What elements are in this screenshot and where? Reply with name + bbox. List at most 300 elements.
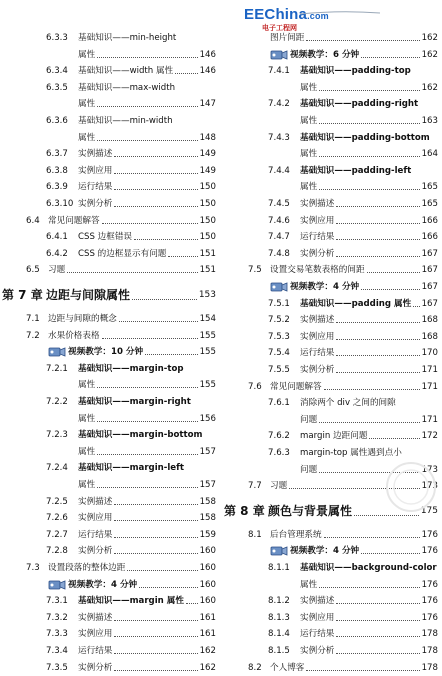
dot-leader xyxy=(336,239,420,240)
toc-number: 6.3.7 xyxy=(46,149,68,160)
toc-title: 运行结果 xyxy=(300,629,335,640)
toc-page-number: 176 xyxy=(421,579,438,590)
dot-leader xyxy=(114,173,198,174)
toc-page-number: 157 xyxy=(199,446,216,457)
toc-number: 第 7 章 xyxy=(2,288,43,302)
toc-title: 属性 xyxy=(78,413,96,424)
toc-entry-continuation xyxy=(0,444,216,460)
toc-entry xyxy=(222,643,438,659)
toc-title: 实例描述 xyxy=(300,596,335,607)
toc-page-number: 161 xyxy=(199,612,216,623)
toc-page-number: 171 xyxy=(421,414,438,425)
toc-title: 基础知识——width 属性 xyxy=(78,66,174,77)
toc-title: 实例应用 xyxy=(78,629,113,640)
toc-title: 视频教学：4 分钟 xyxy=(290,546,360,557)
toc-title: CSS 的边框显示有问题 xyxy=(78,248,167,259)
toc-entry xyxy=(0,460,216,476)
toc-entry xyxy=(222,229,438,245)
toc-title: 属性 xyxy=(78,132,96,143)
dot-leader xyxy=(97,57,198,58)
toc-entry xyxy=(0,196,216,212)
toc-page-number: 161 xyxy=(199,629,216,640)
dot-leader xyxy=(186,603,198,604)
toc-number: 7.3.3 xyxy=(46,629,68,640)
dot-leader xyxy=(336,223,420,224)
toc-title: 视频教学：4 分钟 xyxy=(290,282,360,292)
toc-page-number: 158 xyxy=(199,513,216,524)
toc-page-number: 165 xyxy=(421,199,438,209)
toc-number: 6.3.5 xyxy=(46,82,68,93)
dot-leader xyxy=(336,636,420,637)
dot-leader xyxy=(119,321,198,322)
dot-leader xyxy=(336,355,420,356)
toc-page-number: 166 xyxy=(421,232,438,243)
toc-title: 基础知识——margin-bottom xyxy=(78,430,203,441)
dot-leader xyxy=(336,322,420,323)
toc-title: 运行结果 xyxy=(78,182,113,193)
dot-leader xyxy=(97,140,198,141)
toc-section xyxy=(0,328,216,344)
toc-page-number: 155 xyxy=(199,380,216,391)
video-camera-icon xyxy=(270,49,288,61)
toc-title: 视频教学：10 分钟 xyxy=(68,347,144,358)
toc-number: 7.6.1 xyxy=(268,398,290,409)
dot-leader xyxy=(139,587,198,588)
toc-entry xyxy=(0,163,216,179)
toc-title: 实例分析 xyxy=(78,662,113,673)
toc-entry xyxy=(222,312,438,328)
video-camera-icon xyxy=(270,545,288,557)
toc-number: 8.1.1 xyxy=(268,563,290,573)
dot-leader xyxy=(114,620,198,621)
dot-leader xyxy=(97,106,198,107)
toc-entry-continuation xyxy=(0,377,216,393)
toc-number: 7.3.5 xyxy=(46,662,68,673)
toc-page-number: 167 xyxy=(421,282,438,292)
dot-leader xyxy=(361,553,420,554)
toc-entry xyxy=(222,130,438,146)
toc-title: 实例应用 xyxy=(78,165,113,176)
toc-number: 6.3.8 xyxy=(46,165,68,176)
toc-title: 基础知识——margin-top xyxy=(78,363,184,374)
toc-entry xyxy=(222,428,438,444)
toc-number: 第 8 章 xyxy=(224,503,265,518)
toc-title: 实例应用 xyxy=(300,331,335,342)
toc-title: 设置段落的整体边距 xyxy=(48,563,126,573)
dot-leader xyxy=(97,454,198,455)
toc-chapter xyxy=(2,285,216,305)
toc-title: 视频教学：4 分钟 xyxy=(68,579,138,590)
toc-page-number: 168 xyxy=(421,315,438,326)
dot-leader xyxy=(114,653,198,654)
toc-page-number: 162 xyxy=(421,82,438,93)
toc-number: 7.2.4 xyxy=(46,463,68,474)
toc-number: 7.6 xyxy=(248,381,262,392)
toc-entry-continuation xyxy=(222,146,438,162)
watermark-seal-icon xyxy=(384,460,438,514)
toc-page-number: 178 xyxy=(421,646,438,656)
toc-section xyxy=(0,213,216,229)
toc-number: 7.4.1 xyxy=(268,66,290,77)
toc-title: 常见问题解答 xyxy=(270,381,322,392)
toc-number: 7.2.2 xyxy=(46,397,68,407)
video-camera-icon xyxy=(48,346,66,358)
toc-title: 基础知识——margin-left xyxy=(78,463,184,474)
toc-section xyxy=(0,311,216,327)
dot-leader xyxy=(336,256,420,257)
toc-title: 基础知识——margin 属性 xyxy=(78,596,184,607)
dot-leader xyxy=(114,189,198,190)
dot-leader xyxy=(114,537,198,538)
toc-page-number: 176 xyxy=(421,596,438,607)
toc-title: 问题 xyxy=(300,414,318,425)
toc-section xyxy=(0,560,216,576)
toc-title: 基础知识——padding-left xyxy=(300,165,412,176)
toc-entry xyxy=(0,246,216,262)
dot-leader xyxy=(336,206,420,207)
toc-page-number: 147 xyxy=(199,99,216,110)
dot-leader xyxy=(97,487,198,488)
dot-leader xyxy=(367,272,420,273)
toc-number: 7.4.2 xyxy=(268,99,290,110)
toc-page-number: 162 xyxy=(421,49,438,60)
dot-leader xyxy=(97,387,198,388)
dot-leader xyxy=(336,339,420,340)
toc-video-entry xyxy=(0,577,216,593)
toc-number: 7.5.4 xyxy=(268,348,290,359)
toc-page-number: 150 xyxy=(199,199,216,209)
toc-title: 边距与间隙的概念 xyxy=(48,314,117,324)
dot-leader xyxy=(336,372,420,373)
toc-title: 视频教学：6 分钟 xyxy=(290,49,360,60)
toc-entry xyxy=(222,445,438,461)
dot-leader xyxy=(336,620,420,621)
toc-page-number: 157 xyxy=(199,480,216,490)
toc-number: 7.4.6 xyxy=(268,215,290,226)
toc-title: 实例分析 xyxy=(300,248,335,259)
toc-page-number: 164 xyxy=(421,149,438,160)
toc-video-entry xyxy=(222,47,438,63)
toc-entry xyxy=(0,63,216,79)
toc-page-number: 158 xyxy=(199,496,216,507)
toc-title: 基础知识——padding 属性 xyxy=(300,298,412,309)
dot-leader xyxy=(319,123,420,124)
toc-page-number: 159 xyxy=(199,529,216,540)
toc-title: 实例分析 xyxy=(300,646,335,656)
dot-leader xyxy=(102,223,198,224)
toc-number: 7.2.7 xyxy=(46,529,68,540)
toc-number: 6.4.1 xyxy=(46,232,68,243)
toc-number: 8.2 xyxy=(248,662,262,673)
toc-number: 7.2.6 xyxy=(46,513,68,524)
toc-entry xyxy=(222,329,438,345)
toc-title: 消除两个 div 之间的间隙 xyxy=(300,398,396,409)
toc-entry xyxy=(0,610,216,626)
toc-page-number: 167 xyxy=(421,298,438,309)
toc-entry xyxy=(0,80,216,96)
toc-entry xyxy=(0,394,216,410)
toc-number: 6.3.6 xyxy=(46,116,68,126)
dot-leader xyxy=(114,670,198,671)
dot-leader xyxy=(336,603,420,604)
dot-leader xyxy=(114,206,198,207)
toc-page-number: 162 xyxy=(421,33,438,43)
toc-page-number: 155 xyxy=(199,347,216,358)
dot-leader xyxy=(97,421,198,422)
toc-page-number: 173 xyxy=(421,464,438,475)
dot-leader xyxy=(145,354,198,355)
toc-number: 7.3 xyxy=(26,563,40,573)
dot-leader xyxy=(67,272,198,273)
dot-leader xyxy=(319,422,420,423)
toc-page-number: 176 xyxy=(421,612,438,623)
toc-entry xyxy=(0,179,216,195)
toc-page-number: 151 xyxy=(199,265,216,276)
toc-title: 属性 xyxy=(78,480,96,490)
dot-leader xyxy=(114,636,198,637)
toc-entry xyxy=(0,543,216,559)
toc-title: 常见问题解答 xyxy=(48,215,100,226)
toc-number: 7.5.1 xyxy=(268,298,290,309)
logo-swoosh-icon xyxy=(300,10,380,16)
dot-leader xyxy=(114,520,198,521)
toc-page-number: 175 xyxy=(420,505,438,516)
toc-title: 设置交易笔数表格的间距 xyxy=(270,265,365,276)
logo-main-text: EEChina xyxy=(244,6,308,23)
toc-number: 7.2.1 xyxy=(46,363,68,374)
toc-entry xyxy=(0,643,216,659)
toc-page-number: 166 xyxy=(421,215,438,226)
toc-title: 水果价格表格 xyxy=(48,330,100,341)
toc-page-number: 149 xyxy=(199,149,216,160)
dot-leader xyxy=(306,40,420,41)
dot-leader xyxy=(102,338,198,339)
toc-title: 属性 xyxy=(300,82,318,93)
toc-title: CSS 边框错误 xyxy=(78,232,133,243)
toc-number: 8.1.4 xyxy=(268,629,290,640)
toc-number: 7.4.5 xyxy=(268,199,290,209)
toc-entry xyxy=(0,660,216,676)
toc-entry-continuation xyxy=(222,577,438,593)
video-camera-icon xyxy=(270,281,288,293)
dot-leader xyxy=(114,504,198,505)
toc-title: 实例描述 xyxy=(78,612,113,623)
toc-number: 7.4.8 xyxy=(268,248,290,259)
toc-number: 7.4.7 xyxy=(268,232,290,243)
toc-title: 后台管理系统 xyxy=(270,529,322,540)
toc-page-number: 160 xyxy=(199,596,216,607)
toc-number: 8.1.3 xyxy=(268,612,290,623)
toc-entry xyxy=(0,427,216,443)
toc-title: 属性 xyxy=(78,99,96,110)
toc-title: 基础知识——padding-right xyxy=(300,99,419,110)
logo-com-text: .com xyxy=(307,11,329,21)
toc-number: 7.5.3 xyxy=(268,331,290,342)
toc-number: 6.5 xyxy=(26,265,40,276)
toc-section xyxy=(0,262,216,278)
toc-page-number: 178 xyxy=(421,629,438,640)
dot-leader xyxy=(354,515,419,516)
toc-number: 7.3.2 xyxy=(46,612,68,623)
dot-leader xyxy=(369,438,420,439)
toc-entry-continuation xyxy=(222,179,438,195)
toc-entry xyxy=(222,610,438,626)
toc-number: 7.2.3 xyxy=(46,430,68,441)
toc-entry xyxy=(222,345,438,361)
toc-page-number: 171 xyxy=(421,365,438,375)
dot-leader xyxy=(319,587,420,588)
toc-entry xyxy=(0,229,216,245)
toc-entry xyxy=(222,96,438,112)
toc-number: 7.3.4 xyxy=(46,646,68,656)
toc-entry xyxy=(0,113,216,129)
toc-title: margin-top 属性遇到点小 xyxy=(300,448,402,458)
toc-video-entry xyxy=(222,279,438,295)
toc-title: 属性 xyxy=(300,182,318,193)
toc-page-number: 171 xyxy=(421,381,438,392)
toc-title: 实例描述 xyxy=(78,496,113,507)
toc-entry xyxy=(222,560,438,576)
toc-title: 图片间距 xyxy=(270,33,305,43)
toc-entry-continuation xyxy=(222,412,438,428)
toc-title: 实例描述 xyxy=(78,149,113,160)
toc-title: 属性 xyxy=(78,446,96,457)
toc-entry xyxy=(0,30,216,46)
toc-page-number: 167 xyxy=(421,248,438,259)
toc-entry-continuation xyxy=(222,80,438,96)
toc-title: 个人博客 xyxy=(270,662,305,673)
toc-number: 8.1 xyxy=(248,529,262,540)
toc-title: 基础知识——min-height xyxy=(78,33,177,43)
dot-leader xyxy=(114,156,198,157)
toc-page-number: 150 xyxy=(199,182,216,193)
toc-page-number: 153 xyxy=(198,290,216,300)
toc-title: 颜色与背景属性 xyxy=(268,503,353,518)
toc-page-number: 170 xyxy=(421,348,438,359)
toc-number: 7.2.5 xyxy=(46,496,68,507)
toc-title: 基础知识——padding-bottom xyxy=(300,132,430,143)
toc-number: 6.4.2 xyxy=(46,248,68,259)
dot-leader xyxy=(319,156,420,157)
toc-page-number: 151 xyxy=(199,248,216,259)
dot-leader xyxy=(319,90,420,91)
toc-title: margin 边距问题 xyxy=(300,431,368,442)
toc-entry xyxy=(0,527,216,543)
toc-title: 属性 xyxy=(300,116,318,126)
toc-page-number: 149 xyxy=(199,165,216,176)
toc-entry xyxy=(222,213,438,229)
toc-entry xyxy=(0,593,216,609)
toc-number: 6.3.10 xyxy=(46,199,74,209)
toc-title: 实例应用 xyxy=(300,215,335,226)
toc-number: 7.4.4 xyxy=(268,165,290,176)
toc-number: 7.1 xyxy=(26,314,40,324)
toc-page-number: 176 xyxy=(421,529,438,540)
toc-video-entry xyxy=(0,344,216,360)
toc-page-number: 146 xyxy=(199,66,216,77)
dot-leader xyxy=(127,570,198,571)
toc-title: 属性 xyxy=(78,380,96,391)
toc-number: 7.2.8 xyxy=(46,546,68,557)
toc-page-number: 162 xyxy=(199,646,216,656)
toc-entry-continuation xyxy=(0,411,216,427)
toc-title: 习题 xyxy=(270,481,288,492)
toc-page-number: 160 xyxy=(199,546,216,557)
dot-leader xyxy=(175,73,198,74)
dot-leader xyxy=(361,289,420,290)
toc-title: 基础知识——background-color xyxy=(300,563,437,573)
toc-entry-continuation xyxy=(0,47,216,63)
toc-entry xyxy=(222,196,438,212)
toc-title: 基础知识——max-width xyxy=(78,82,176,93)
toc-section xyxy=(222,527,438,543)
toc-title: 运行结果 xyxy=(300,232,335,243)
toc-title: 实例应用 xyxy=(300,612,335,623)
toc-entry-continuation xyxy=(222,113,438,129)
toc-number: 7.5 xyxy=(248,265,262,276)
toc-title: 问题 xyxy=(300,464,318,475)
dot-leader xyxy=(168,256,198,257)
toc-entry xyxy=(222,296,438,312)
toc-entry xyxy=(0,626,216,642)
toc-title: 实例分析 xyxy=(78,546,113,557)
toc-page-number: 168 xyxy=(421,331,438,342)
toc-page-number: 162 xyxy=(199,662,216,673)
toc-number: 7.6.3 xyxy=(268,448,290,458)
toc-page-number: 146 xyxy=(199,49,216,60)
dot-leader xyxy=(132,299,197,300)
toc-entry xyxy=(0,146,216,162)
toc-entry xyxy=(222,593,438,609)
toc-title: 属性 xyxy=(300,579,318,590)
toc-title: 基础知识——min-width xyxy=(78,116,173,126)
dot-leader xyxy=(324,537,420,538)
toc-title: 实例分析 xyxy=(78,199,113,209)
toc-page-number: 160 xyxy=(199,579,216,590)
toc-title: 基础知识——margin-right xyxy=(78,397,191,407)
toc-page-number: 160 xyxy=(199,563,216,573)
toc-page-number: 178 xyxy=(421,662,438,673)
toc-page-number: 167 xyxy=(421,265,438,276)
toc-entry xyxy=(222,63,438,79)
toc-section xyxy=(222,262,438,278)
toc-title: 运行结果 xyxy=(78,646,113,656)
toc-entry xyxy=(0,510,216,526)
dot-leader xyxy=(319,189,420,190)
toc-title: 实例分析 xyxy=(300,365,335,375)
toc-entry xyxy=(222,626,438,642)
toc-page-number: 176 xyxy=(421,546,438,557)
toc-page-number: 165 xyxy=(421,182,438,193)
toc-entry-continuation xyxy=(0,96,216,112)
toc-number: 7.5.5 xyxy=(268,365,290,375)
toc-number: 8.1.2 xyxy=(268,596,290,607)
toc-title: 边距与间隙属性 xyxy=(46,288,131,302)
toc-entry xyxy=(222,246,438,262)
toc-section xyxy=(222,379,438,395)
toc-entry xyxy=(222,395,438,411)
toc-video-entry xyxy=(222,543,438,559)
toc-page-number: 154 xyxy=(199,314,216,324)
toc-number: 6.3.3 xyxy=(46,33,68,43)
dot-leader xyxy=(306,670,420,671)
toc-number: 7.3.1 xyxy=(46,596,68,607)
toc-page-number: 172 xyxy=(421,431,438,442)
toc-page-number: 163 xyxy=(421,116,438,126)
toc-title: 属性 xyxy=(78,49,96,60)
dot-leader xyxy=(413,306,420,307)
toc-number: 6.3.4 xyxy=(46,66,68,77)
